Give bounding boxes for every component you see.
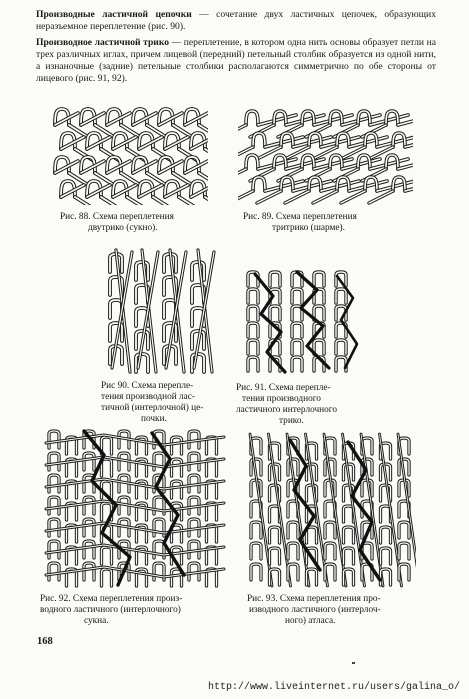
satin-loop [381,569,391,585]
cloth-loop [49,453,59,470]
cloth-loop [49,541,59,558]
figure-91-caption-line4: трико. [279,416,304,426]
figure-90-caption [101,381,231,425]
cloth-loop [172,459,182,476]
cloth-loop [49,563,59,580]
rib-loop [248,357,258,371]
figure-93-caption-line3: ного) атласа. [285,616,336,626]
satin-loop [399,522,409,538]
rib-loop [336,272,346,286]
figure-92-caption [40,594,240,627]
satin-loop [381,527,391,543]
rib-loop [292,289,302,303]
figure-92-drawing [44,425,226,590]
figure-89-image [238,103,413,205]
figure-93-drawing [244,430,416,590]
satin-loop [381,548,391,564]
satin-loop [270,548,280,564]
figure-90-drawing [100,248,228,376]
satin-loop [344,569,354,585]
figure-90-caption-line3: тичной (интерлочной) це- [101,403,204,413]
cloth-loop [172,481,182,498]
watermark-url: http://www.liveinternet.ru/users/galina_o/ [208,682,461,693]
cloth-loop [84,497,94,514]
figure-92-caption-line2: водного ластичного (интерлочного) [40,605,181,615]
satin-loop [325,543,335,559]
long-underlap-hl [369,191,393,203]
cloth-loop [49,431,59,448]
cloth-loop [84,563,94,580]
satin-loop [270,569,280,585]
figure-88-caption [60,212,230,234]
long-underlap-hl [313,191,337,203]
rib-loop [292,323,302,337]
rib-loop [248,323,258,337]
satin-loop [307,569,317,585]
figure-88-caption-line1: Рис. 88. Схема переплетения [60,212,174,222]
satin-loop [251,522,261,538]
figure-89-drawing [238,103,413,205]
paragraph-derivative-rib-tricot [36,37,436,85]
satin-loop [325,522,335,538]
figure-93-image [244,430,416,590]
cloth-loop [102,547,112,564]
figure-88-image [48,103,208,205]
satin-loop [251,564,261,580]
cloth-loop [49,497,59,514]
figure-91-caption-line1: Рис. 91. Схема перепле- [236,383,331,393]
long-underlap-hl [257,191,281,203]
print-speck [352,662,355,664]
rib-loop [248,340,258,354]
cloth-loop [49,519,59,536]
figure-91-caption-line2: тения производного [242,394,321,404]
figure-92-image [44,425,226,590]
rib-loop [270,272,280,286]
satin-loop [399,543,409,559]
rib-loop [292,357,302,371]
rib-loop [314,340,324,354]
figure-92-caption-line3: сукна. [84,616,109,626]
rib-loop [314,272,324,286]
figure-89-caption-line2: тритрико (шарме). [272,223,345,233]
rib-loop [292,340,302,354]
rib-loop [270,306,280,320]
rib-loop [336,340,346,354]
figure-90-caption-line1: Рис 90. Схема перепле- [101,381,194,391]
page-number: 168 [37,636,53,647]
long-underlap-hl [238,191,253,203]
definition-derivative-rib-chain: — сочетание двух ластичных цепочек, образующих неразъемное переплетение (рис. 90). [36,9,436,32]
underlap-hl [205,197,208,205]
long-underlap-hl [341,191,365,203]
cloth-loop [102,569,112,586]
satin-loop [325,564,335,580]
definition-derivative-rib-tricot: — переплетение, в котором одна нить основы образует петли на трех различных иглах, причем лицевой (передний) петельный столбик образуется из одной нити, а изнаночные (задние) петельные столбики располагаются симметрично по обе стороны от лицевого (рис. 91, 92). [36,37,436,84]
cloth-loop [84,519,94,536]
term-derivative-rib-tricot: Производное ластичной трико [36,37,170,48]
rib-loop [336,289,346,303]
cloth-loop [84,453,94,470]
figure-91-image [241,268,363,378]
term-derivative-rib-chain: Производные ластичной цепочки [36,9,192,20]
satin-loop [288,564,298,580]
figure-88-caption-line2: двутрико (сукно). [88,223,158,233]
satin-loop [399,564,409,580]
satin-loop [288,522,298,538]
cloth-loop [102,459,112,476]
cloth-loop [49,475,59,492]
satin-loop [344,548,354,564]
figure-90-caption-line4: почки. [141,414,167,424]
cloth-loop [172,437,182,454]
paragraph-derivative-rib-chain [36,9,436,33]
figure-91-caption-line3: ластичного интерлочного [236,405,338,415]
figure-90-image [100,248,228,376]
satin-loop [344,527,354,543]
satin-loop [251,543,261,559]
figure-91-caption [236,383,366,427]
figure-89-caption [243,212,418,234]
figure-93-caption-line1: Рис. 93. Схема переплетения про- [247,594,381,604]
figure-93-caption-line2: изводного ластичного (интерлоч- [249,605,381,615]
satin-loop [270,527,280,543]
figure-92-caption-line1: Рис. 92. Схема переплетения произ- [40,594,183,604]
long-underlap-hl [285,191,309,203]
rib-loop [248,306,258,320]
rib-loop [248,289,258,303]
cloth-loop [84,541,94,558]
satin-loop [288,543,298,559]
figure-88-drawing [48,103,208,205]
figure-93-caption [247,594,422,627]
figure-91-drawing [241,268,363,378]
figure-89-caption-line1: Рис. 89. Схема переплетения [243,212,357,222]
figure-90-caption-line2: тения производной лас- [101,392,196,402]
